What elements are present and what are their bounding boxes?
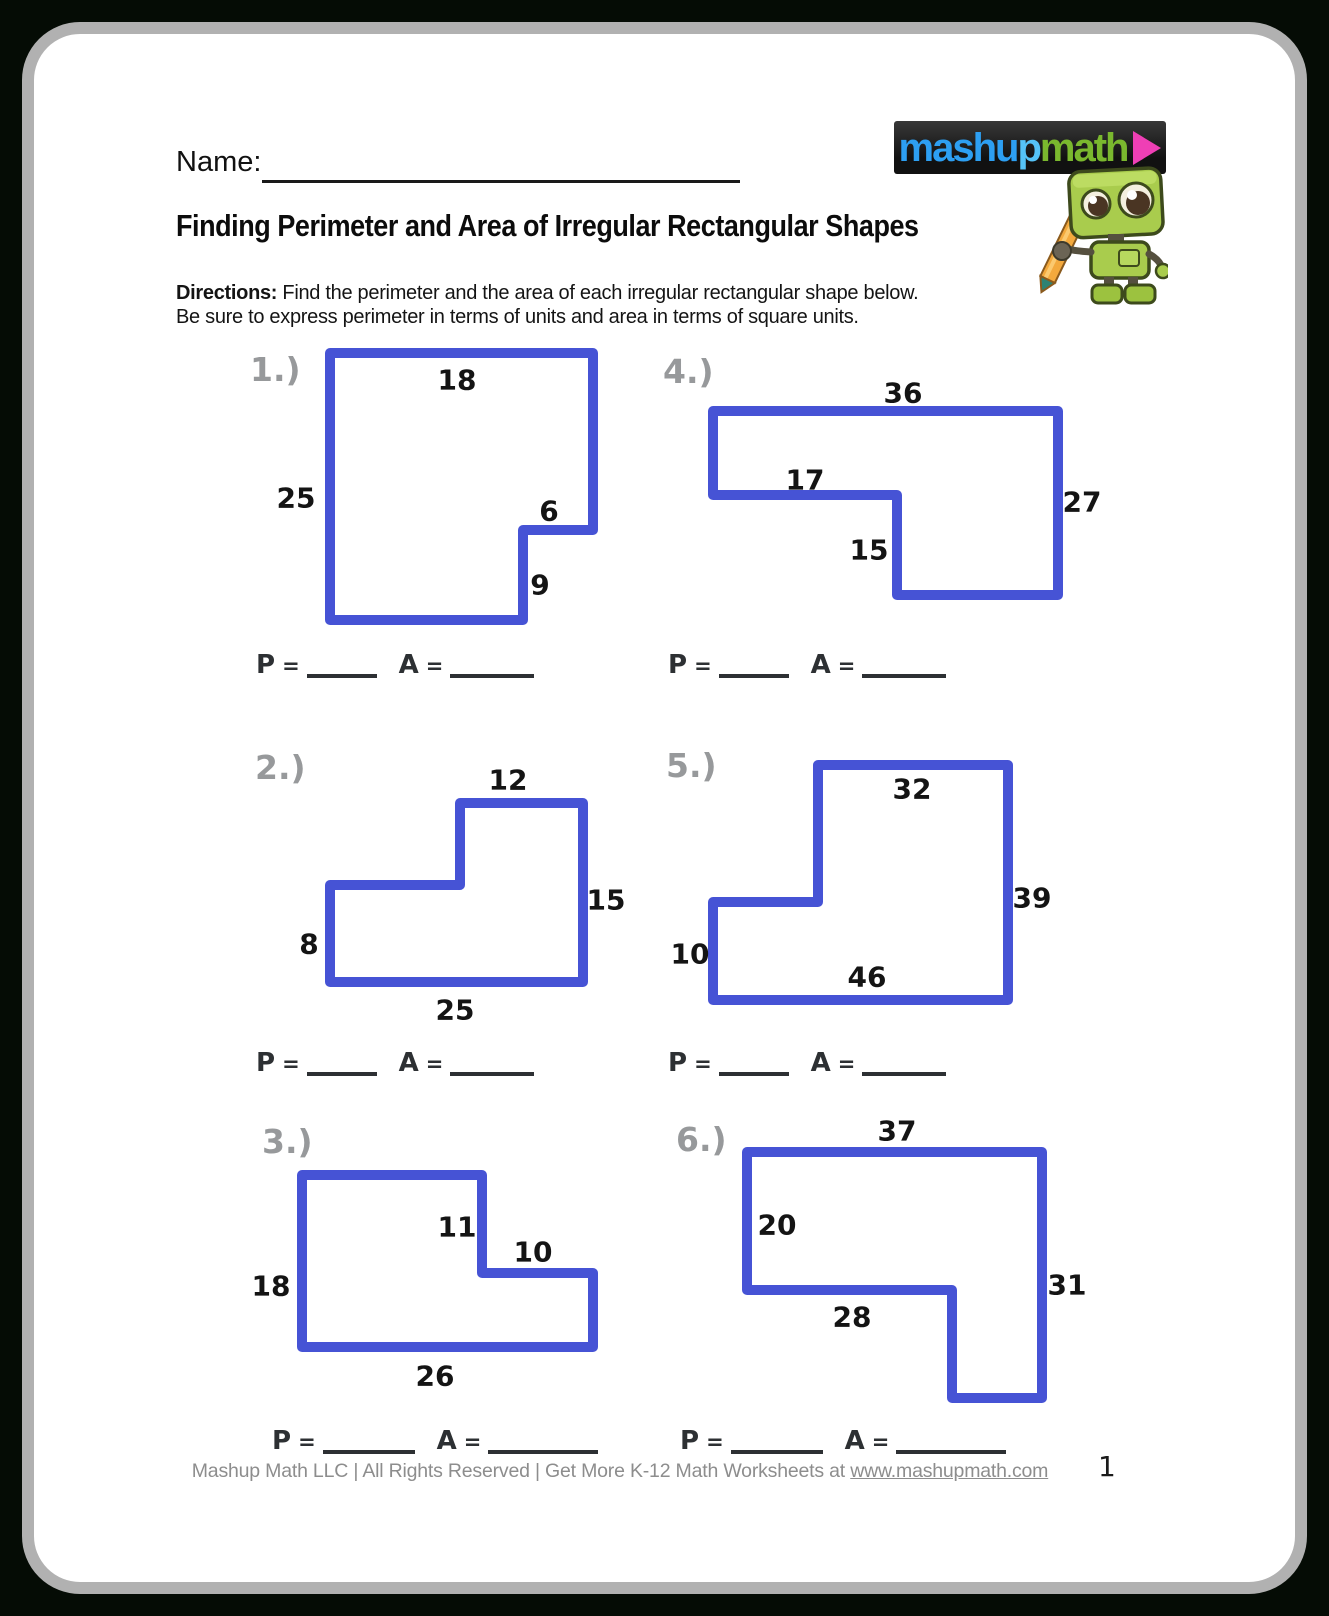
directions-label: Directions:: [176, 282, 278, 304]
a-answer-blank-1[interactable]: [450, 648, 534, 678]
dimension-label-5-4: 46: [847, 960, 887, 994]
logo-word-mashu: mashu: [898, 125, 1018, 170]
equals-sign: =: [425, 653, 444, 678]
name-label: Name:: [176, 146, 262, 178]
p-answer-blank-4[interactable]: [719, 648, 789, 678]
dimension-label-1-2: 25: [276, 481, 316, 515]
equals-sign: =: [871, 1429, 890, 1454]
p-answer-blank-6[interactable]: [731, 1424, 823, 1454]
problem-number-1: 1.): [250, 350, 301, 389]
problem-number-5: 5.): [666, 746, 717, 785]
dimension-label-4-3: 27: [1062, 485, 1102, 519]
p-answer-blank-5[interactable]: [719, 1046, 789, 1076]
directions-line2: Be sure to express perimeter in terms of units and area in terms of square units.: [176, 306, 859, 328]
pa-row-2: [256, 1044, 534, 1076]
a-answer-blank-2[interactable]: [450, 1046, 534, 1076]
pa-row-6: [680, 1422, 1006, 1454]
dimension-label-2-2: 15: [586, 883, 626, 917]
logo-word-p: p: [1017, 125, 1040, 170]
dimension-label-6-2: 20: [757, 1208, 797, 1242]
equals-sign: =: [837, 1051, 856, 1076]
dimension-label-3-4: 26: [415, 1359, 455, 1393]
equals-sign: =: [298, 1429, 316, 1454]
p-answer-blank-2[interactable]: [307, 1046, 377, 1076]
perimeter-label-5: P: [668, 1048, 688, 1078]
equals-sign: =: [425, 1051, 444, 1076]
equals-sign: =: [706, 1429, 724, 1454]
a-answer-blank-4[interactable]: [862, 648, 946, 678]
perimeter-label-4: P: [668, 650, 688, 680]
pa-row-1: [256, 646, 534, 678]
equals-sign: =: [694, 1051, 712, 1076]
dimension-label-5-2: 39: [1012, 881, 1052, 915]
dimension-label-2-3: 8: [299, 927, 319, 961]
pa-row-3: [272, 1422, 598, 1454]
page-title: Finding Perimeter and Area of Irregular Rectangular Shapes: [176, 208, 919, 243]
directions-line1: Directions: Find the perimeter and the area of each irregular rectangular shape below.: [176, 282, 919, 304]
dimension-label-5-3: 10: [670, 937, 710, 971]
dimension-label-2-1: 12: [488, 763, 528, 797]
area-label-5: A: [810, 1048, 831, 1078]
logo-word-math: math: [1039, 125, 1128, 170]
dimension-label-4-1: 36: [883, 376, 923, 410]
area-label-2: A: [398, 1048, 419, 1078]
problem-number-4: 4.): [663, 352, 714, 391]
perimeter-label-1: P: [256, 650, 276, 680]
dimension-label-3-3: 18: [251, 1269, 291, 1303]
p-answer-blank-1[interactable]: [307, 648, 377, 678]
dimension-label-1-4: 9: [530, 568, 550, 602]
problem-number-6: 6.): [676, 1120, 727, 1159]
dimension-label-1-3: 6: [539, 494, 559, 528]
area-label-3: A: [436, 1426, 457, 1456]
footer: [130, 1460, 1110, 1483]
perimeter-label-2: P: [256, 1048, 276, 1078]
dimension-label-4-2: 17: [785, 463, 825, 497]
dimension-label-1-1: 18: [437, 363, 477, 397]
pa-row-5: [668, 1044, 946, 1076]
page-number: 1: [1098, 1450, 1116, 1483]
dimension-label-3-2: 10: [513, 1235, 553, 1269]
equals-sign: =: [694, 653, 712, 678]
pa-row-4: [668, 646, 946, 678]
dimension-label-2-4: 25: [435, 993, 475, 1027]
equals-sign: =: [837, 653, 856, 678]
footer-link[interactable]: www.mashupmath.com: [850, 1460, 1049, 1482]
dimension-label-5-1: 32: [892, 772, 932, 806]
equals-sign: =: [282, 1051, 300, 1076]
dimension-label-4-4: 15: [849, 533, 889, 567]
problem-number-3: 3.): [262, 1122, 313, 1161]
footer-text: Mashup Math LLC | All Rights Reserved | Get More K-12 Math Worksheets at: [191, 1460, 851, 1482]
perimeter-label-6: P: [680, 1426, 700, 1456]
dimension-label-6-4: 28: [832, 1300, 872, 1334]
p-answer-blank-3[interactable]: [323, 1424, 415, 1454]
area-label-1: A: [398, 650, 419, 680]
a-answer-blank-6[interactable]: [896, 1424, 1006, 1454]
problem-number-2: 2.): [255, 748, 306, 787]
area-label-4: A: [810, 650, 831, 680]
equals-sign: =: [463, 1429, 482, 1454]
a-answer-blank-3[interactable]: [488, 1424, 598, 1454]
perimeter-label-3: P: [272, 1426, 292, 1456]
area-label-6: A: [844, 1426, 865, 1456]
dimension-label-6-3: 31: [1047, 1268, 1087, 1302]
a-answer-blank-5[interactable]: [862, 1046, 946, 1076]
dimension-label-3-1: 11: [437, 1210, 477, 1244]
dimension-label-6-1: 37: [877, 1114, 917, 1148]
equals-sign: =: [282, 653, 300, 678]
